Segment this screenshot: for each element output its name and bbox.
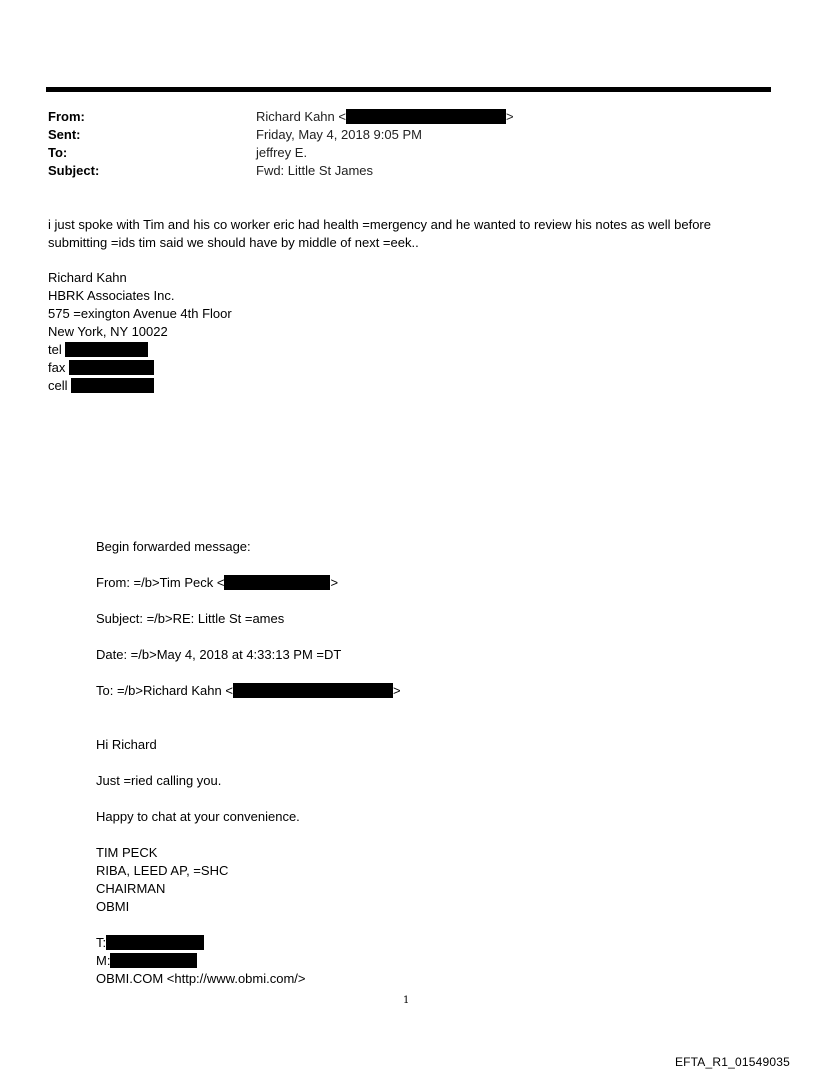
forward-from-close: > bbox=[330, 575, 339, 590]
sent-value: Friday, May 4, 2018 9:05 PM bbox=[256, 127, 422, 142]
redacted-fax bbox=[69, 360, 154, 375]
sent-label: Sent: bbox=[48, 127, 81, 142]
forward-intro: Begin forwarded message: bbox=[96, 539, 251, 554]
forward-to bbox=[96, 682, 401, 700]
website-link[interactable]: OBMI.COM <http://www.obmi.com/> bbox=[96, 971, 306, 986]
message-line-2: Happy to chat at your convenience. bbox=[96, 809, 300, 824]
fax-label: fax bbox=[48, 360, 66, 375]
sig-tel bbox=[48, 341, 232, 359]
forward-to-close: > bbox=[392, 683, 401, 698]
redacted-cell bbox=[71, 378, 154, 393]
forward-to-text: To: =/b>Richard Kahn < bbox=[96, 683, 233, 698]
email-body: i just spoke with Tim and his co worker eric had health =mergency and he wanted to review his notes as well before submitting =ids tim said we should have by middle of next =eek.. bbox=[48, 217, 711, 250]
m-label: M: bbox=[96, 953, 111, 968]
redacted-tel bbox=[65, 342, 148, 357]
redacted-phone bbox=[110, 953, 197, 968]
sig-credentials: RIBA, LEED AP, =SHC bbox=[96, 863, 229, 878]
t-label: T: bbox=[96, 935, 107, 950]
cell-label: cell bbox=[48, 378, 68, 393]
redacted-email bbox=[233, 683, 393, 698]
document-id: EFTA_R1_01549035 bbox=[674, 1055, 790, 1069]
subject-label: Subject: bbox=[48, 163, 100, 178]
sig-company: OBMI bbox=[96, 899, 130, 914]
redacted-email bbox=[346, 109, 506, 124]
subject-row bbox=[48, 162, 514, 180]
from-label: From: bbox=[48, 109, 85, 124]
sig-fax bbox=[48, 359, 232, 377]
signature-block bbox=[48, 269, 232, 395]
subject-value: Fwd: Little St James bbox=[256, 163, 374, 178]
sig-name: TIM PECK bbox=[96, 845, 158, 860]
from-name: Richard Kahn < bbox=[256, 109, 346, 124]
forward-date: Date: =/b>May 4, 2018 at 4:33:13 PM =DT bbox=[96, 647, 342, 662]
header-rule bbox=[46, 87, 771, 92]
from-row bbox=[48, 108, 514, 126]
redacted-email bbox=[224, 575, 330, 590]
email-header bbox=[48, 108, 514, 180]
sig-title: CHAIRMAN bbox=[96, 881, 166, 896]
to-label: To: bbox=[48, 145, 68, 160]
sig-cell bbox=[48, 377, 232, 395]
sent-row bbox=[48, 126, 514, 144]
forward-subject: Subject: =/b>RE: Little St =ames bbox=[96, 611, 285, 626]
to-value: jeffrey E. bbox=[256, 145, 308, 160]
phone-m bbox=[96, 952, 401, 970]
forwarded-message bbox=[96, 538, 401, 988]
from-close: > bbox=[505, 109, 514, 124]
sig-address-2: New York, NY 10022 bbox=[48, 324, 168, 339]
greeting: Hi Richard bbox=[96, 737, 157, 752]
forward-from-text: From: =/b>Tim Peck < bbox=[96, 575, 225, 590]
page-number: 1 bbox=[403, 995, 410, 1006]
sig-company: HBRK Associates Inc. bbox=[48, 288, 175, 303]
phone-t bbox=[96, 934, 401, 952]
forward-from bbox=[96, 574, 401, 592]
redacted-phone bbox=[106, 935, 204, 950]
from-value bbox=[256, 108, 514, 126]
message-line-1: Just =ried calling you. bbox=[96, 773, 222, 788]
to-row bbox=[48, 144, 514, 162]
sig-address-1: 575 =exington Avenue 4th Floor bbox=[48, 306, 232, 321]
tel-label: tel bbox=[48, 342, 62, 357]
sig-name: Richard Kahn bbox=[48, 270, 127, 285]
